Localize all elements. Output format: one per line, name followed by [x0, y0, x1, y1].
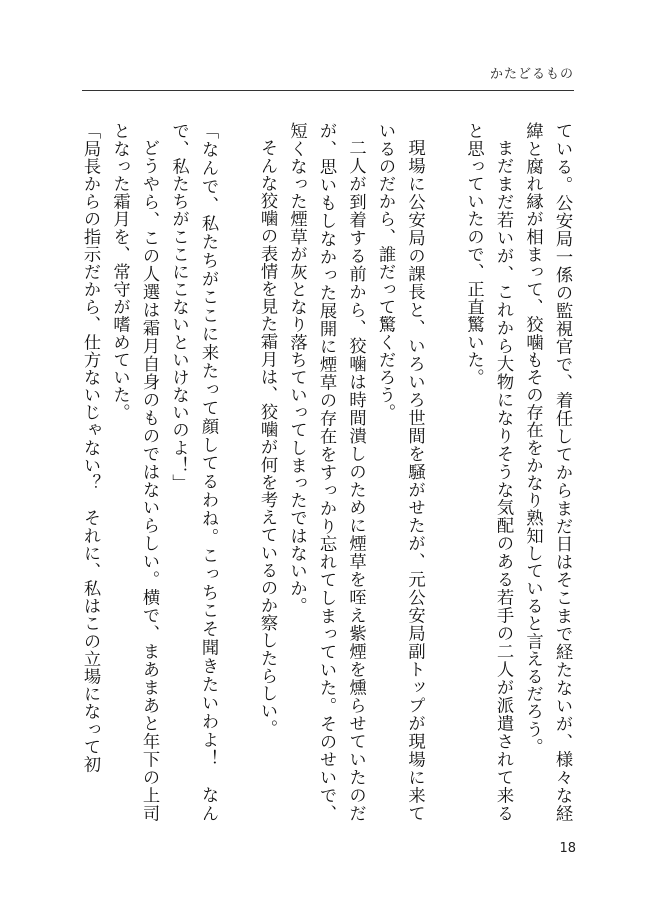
page-number: 18	[559, 841, 576, 856]
paragraph-5: そんな狡噛の表情を見た霜月は、狡噛が何を考えているのか察したらしい。	[257, 139, 277, 738]
header-divider	[82, 90, 574, 91]
paragraph-1: ている。公安局一係の監視官で、着任してからまだ日はそこまで経たないが、様々な経緯と腐れ縁が相まって、狡噛もその存在をかなり熟知していると言えるだろう。	[522, 122, 572, 822]
paragraph-6-dialogue: 「なんで、私たちがここに来たって顔してるわね。こっちこそ聞きたいわよ！ なんで、私たちがここにこないといけないのよ！」	[168, 122, 218, 822]
vertical-body-text	[76, 122, 576, 822]
paragraph-7: どうやら、この人選は霜月自身のものではないらしい。横で、まあまあと年下の上司となった霜月を、常守が嗜めていた。	[109, 122, 159, 822]
running-header-title: かたどるもの	[489, 67, 574, 82]
paragraph-8-dialogue: 「局長からの指示だから、仕方ないじゃない？ それに、私はこの立場になって初	[80, 122, 100, 773]
paragraph-4: 二人が到着する前から、狡噛は時間潰しのために煙草を咥え紫煙を燻らせていたのだが、思いもしなかった展開に煙草の存在をすっかり忘れてしまっていた。そのせいで、短くなった煙草が灰となり落ちていってしまったではないか。	[286, 122, 366, 822]
paragraph-3: 現場に公安局の課長と、いろいろ世間を騒がせたが、元公安局副トップが現場に来ているのだから、誰だって驚くだろう。	[375, 122, 425, 822]
paragraph-2: まだまだ若いが、これから大物になりそうな気配のある若手の二人が派遣されて来ると思っていたので、正直驚いた。	[463, 122, 513, 822]
